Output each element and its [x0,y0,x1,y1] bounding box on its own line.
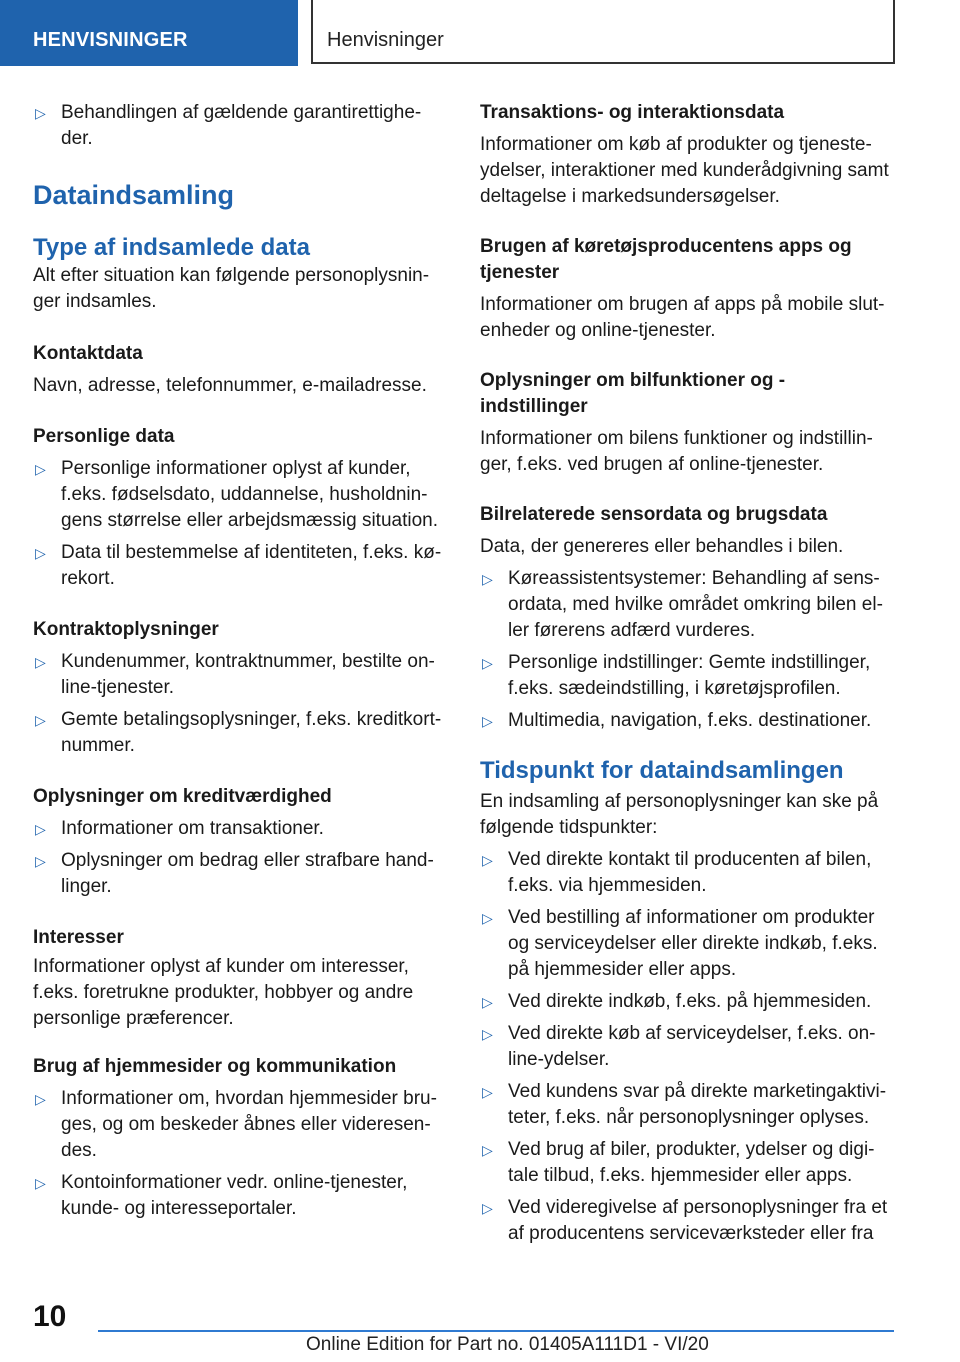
bullet-triangle-icon: ▷ [482,713,493,729]
heading-brug-af-hjemmesider: Brug af hjemmesider og kommunikation [33,1056,397,1077]
heading-transaktionsdata: Transaktions- og interaktionsdata [480,102,785,123]
bullet-triangle-icon: ▷ [35,1175,46,1191]
list-item: ▷ Ved kundens svar på direkte marketingaktivi- teter, f.eks. når personoplysninger oplyses. [482,1081,887,1128]
page-number: 10 [33,1300,67,1333]
bullet-triangle-icon: ▷ [35,1091,46,1107]
list-item: ▷ Informationer om transaktioner. [33,816,448,842]
heading-kontaktdata: Kontaktdata [33,343,143,364]
bullet-triangle-icon: ▷ [482,1084,493,1100]
heading-interesser: Interesser [33,927,124,948]
bullet-triangle-icon: ▷ [35,461,46,477]
list-item: ▷ Køreassistentsystemer: Behandling af sens- ordata, med hvilke området omkring bilen el- ler førerens adfærd vurderes. [482,568,883,641]
bullet-triangle-icon: ▷ [35,821,46,837]
heading-sensordata: Bilrelaterede sensordata og brugsdata [480,504,828,525]
list-item: ▷ Gemte betalingsoplysninger, f.eks. kreditkort- nummer. [35,709,442,756]
breadcrumb: Henvisninger [311,0,895,64]
heading-apps-tjenester: Brugen af køretøjsproducentens apps og tjenester [480,236,852,283]
bullet-triangle-icon: ▷ [35,853,46,869]
bullet-triangle-icon: ▷ [482,852,493,868]
bullet-triangle-icon: ▷ [482,655,493,671]
footer-divider [98,1330,894,1332]
list-item: ▷ Ved videregivelse af personoplysninger fra et af producentens serviceværksteder eller fra [482,1197,888,1244]
bullet-triangle-icon: ▷ [35,712,46,728]
list-item: ▷ Ved direkte kontakt til producenten af bilen, f.eks. via hjemmesiden. [482,849,872,896]
heading-kontraktoplysninger: Kontraktoplysninger [33,619,219,640]
list-item: ▷ Ved direkte køb af serviceydelser, f.eks. on- line-ydelser. [482,1023,876,1070]
bilfunktioner-text: Informationer om bilens funktioner og indstillin- ger, f.eks. ved brugen af online-tjenester. [480,428,873,475]
list-item: ▷ Data til bestemmelse af identiteten, f.eks. kø- rekort. [35,542,442,589]
edition-text: Online Edition for Part no. 01405A111D1 - VI/20 [306,1334,709,1355]
list-item: ▷ Ved bestilling af informationer om produkter og serviceydelser eller direkte indkøb, f.eks. på hjemmesider eller apps. [482,907,878,980]
list-item: ▷ Kundenummer, kontraktnummer, bestilte on- line-tjenester. [35,651,435,698]
intro-text: Alt efter situation kan følgende personoplysnin- ger indsamles. [33,265,430,312]
list-item: ▷ Oplysninger om bedrag eller strafbare hand- linger. [35,850,434,897]
heading-personlige-data: Personlige data [33,426,175,447]
bullet-triangle-icon: ▷ [482,994,493,1010]
section-tab[interactable]: HENVISNINGER [0,0,298,66]
left-column [33,100,448,1222]
bullet-triangle-icon: ▷ [482,1142,493,1158]
right-column [480,100,900,1247]
tidspunkt-intro: En indsamling af personoplysninger kan ske på følgende tidspunkter: [480,791,879,838]
bullet-triangle-icon: ▷ [35,105,46,121]
list-item: ▷ Ved direkte indkøb, f.eks. på hjemmesiden. [480,989,900,1015]
list-item: ▷ Multimedia, navigation, f.eks. destinationer. [480,708,900,734]
bullet-triangle-icon: ▷ [482,910,493,926]
list-item: ▷ Informationer om, hvordan hjemmesider bru- ges, og om beskeder åbnes eller videresen- des. [35,1088,437,1161]
bullet-triangle-icon: ▷ [482,1200,493,1216]
bullet-triangle-icon: ▷ [35,654,46,670]
list-item: ▷ Ved brug af biler, produkter, ydelser og digi- tale tilbud, f.eks. hjemmesider eller apps. [482,1139,875,1186]
sensordata-text: Data, der genereres eller behandles i bilen. [480,536,844,557]
bullet-text: Behandlingen af gældende garantirettighe- der. [61,102,422,149]
page-header [0,0,960,66]
apps-text: Informationer om brugen af apps på mobile slut- enheder og online-tjenester. [480,294,885,341]
bullet-triangle-icon: ▷ [35,545,46,561]
list-item: ▷ Personlige informationer oplyst af kunder, f.eks. fødselsdato, uddannelse, husholdnin- gens størrelse eller arbejdsmæssig situation. [35,458,438,531]
heading-type-af-data: Type af indsamlede data [33,234,310,261]
heading-dataindsamling: Dataindsamling [33,180,235,210]
heading-tidspunkt: Tidspunkt for dataindsamlingen [480,757,844,784]
list-item: ▷ Kontoinformationer vedr. online-tjenester, kunde- og interesseportaler. [35,1172,408,1219]
list-item: ▷ Personlige indstillinger: Gemte indstillinger, f.eks. sædeindstilling, i køretøjsprofilen. [482,652,871,699]
bullet-triangle-icon: ▷ [482,1026,493,1042]
bullet-triangle-icon: ▷ [482,571,493,587]
interesser-text: Informationer oplyst af kunder om interesser, f.eks. foretrukne produkter, hobbyer og andre personlige præferencer. [33,956,414,1029]
list-item [33,100,448,152]
transaktionsdata-text: Informationer om køb af produkter og tjeneste- ydelser, interaktioner med kunderådgivning samt deltagelse i markedsundersøgelser. [480,134,889,207]
heading-bilfunktioner: Oplysninger om bilfunktioner og - indstillinger [480,370,786,417]
kontaktdata-text: Navn, adresse, telefonnummer, e-mailadresse. [33,375,427,396]
heading-kreditvaerdighed: Oplysninger om kreditværdighed [33,786,332,807]
